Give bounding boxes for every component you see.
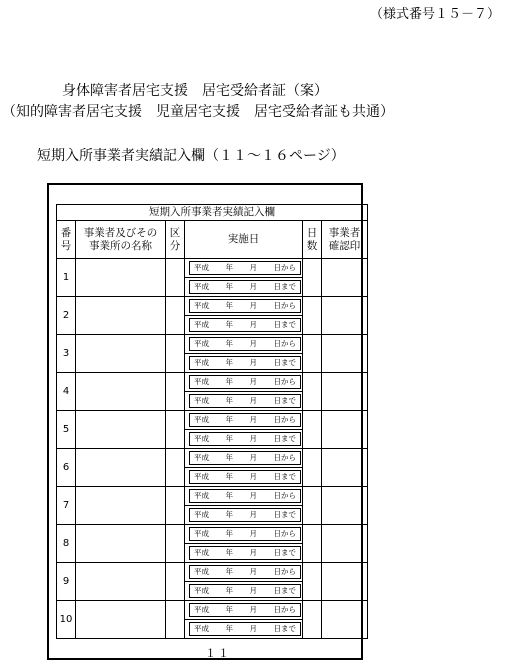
category-field[interactable]: [166, 525, 185, 563]
row-number: 4: [57, 373, 76, 411]
end-date-cell: [185, 316, 303, 335]
start-date-cell: [185, 373, 303, 392]
date-from-box[interactable]: 平成 年 月 日から: [189, 603, 301, 617]
provider-seal-field[interactable]: [322, 487, 368, 525]
date-from-box[interactable]: 平成 年 月 日から: [189, 261, 301, 275]
header-number: 番 号: [57, 221, 76, 259]
row-number: 2: [57, 297, 76, 335]
end-date-cell: [185, 506, 303, 525]
start-date-cell: [185, 563, 303, 582]
table-row: [57, 601, 368, 620]
page-number: １１: [205, 647, 231, 660]
document-subtitle: （知的障害者居宅支援 児童居宅支援 居宅受給者証も共通）: [2, 104, 394, 120]
section-heading: 短期入所事業者実績記入欄（１１～１６ページ）: [37, 148, 345, 164]
date-to-box[interactable]: 平成 年 月 日まで: [189, 546, 301, 560]
provider-name-field[interactable]: [76, 487, 166, 525]
days-field[interactable]: [303, 487, 322, 525]
days-field[interactable]: [303, 563, 322, 601]
date-to-box[interactable]: 平成 年 月 日まで: [189, 356, 301, 370]
form-number: （様式番号１５－７）: [369, 7, 500, 22]
header-provider: 事業者及びその 事業所の名称: [76, 221, 166, 259]
provider-name-field[interactable]: [76, 373, 166, 411]
table-row: [57, 449, 368, 468]
start-date-cell: [185, 601, 303, 620]
start-date-cell: [185, 411, 303, 430]
category-field[interactable]: [166, 259, 185, 297]
end-date-cell: [185, 582, 303, 601]
provider-seal-field[interactable]: [322, 563, 368, 601]
provider-name-field[interactable]: [76, 601, 166, 639]
document-title: 身体障害者居宅支援 居宅受給者証（案）: [62, 83, 328, 99]
provider-name-field[interactable]: [76, 563, 166, 601]
category-field[interactable]: [166, 563, 185, 601]
category-field[interactable]: [166, 373, 185, 411]
provider-name-field[interactable]: [76, 449, 166, 487]
table-row: [57, 525, 368, 544]
end-date-cell: [185, 278, 303, 297]
row-number: 1: [57, 259, 76, 297]
start-date-cell: [185, 297, 303, 316]
provider-seal-field[interactable]: [322, 259, 368, 297]
header-category: 区 分: [166, 221, 185, 259]
provider-seal-field[interactable]: [322, 335, 368, 373]
start-date-cell: [185, 525, 303, 544]
table-row: [57, 335, 368, 354]
days-field[interactable]: [303, 449, 322, 487]
date-from-box[interactable]: 平成 年 月 日から: [189, 337, 301, 351]
table-caption: 短期入所事業者実績記入欄: [57, 205, 368, 221]
row-number: 9: [57, 563, 76, 601]
header-days: 日 数: [303, 221, 322, 259]
date-from-box[interactable]: 平成 年 月 日から: [189, 299, 301, 313]
category-field[interactable]: [166, 297, 185, 335]
record-table: [56, 204, 368, 639]
start-date-cell: [185, 487, 303, 506]
days-field[interactable]: [303, 373, 322, 411]
days-field[interactable]: [303, 601, 322, 639]
header-dates: 実施日: [185, 221, 303, 259]
date-to-box[interactable]: 平成 年 月 日まで: [189, 470, 301, 484]
table-row: [57, 259, 368, 278]
provider-name-field[interactable]: [76, 525, 166, 563]
end-date-cell: [185, 468, 303, 487]
row-number: 7: [57, 487, 76, 525]
end-date-cell: [185, 354, 303, 373]
provider-seal-field[interactable]: [322, 411, 368, 449]
provider-seal-field[interactable]: [322, 449, 368, 487]
header-confirm: 事業者 確認印: [322, 221, 368, 259]
days-field[interactable]: [303, 259, 322, 297]
date-to-box[interactable]: 平成 年 月 日まで: [189, 318, 301, 332]
date-to-box[interactable]: 平成 年 月 日まで: [189, 432, 301, 446]
table-row: [57, 373, 368, 392]
provider-name-field[interactable]: [76, 411, 166, 449]
category-field[interactable]: [166, 411, 185, 449]
days-field[interactable]: [303, 525, 322, 563]
category-field[interactable]: [166, 335, 185, 373]
provider-name-field[interactable]: [76, 259, 166, 297]
table-row: [57, 563, 368, 582]
table-row: [57, 297, 368, 316]
date-to-box[interactable]: 平成 年 月 日まで: [189, 508, 301, 522]
end-date-cell: [185, 544, 303, 563]
category-field[interactable]: [166, 601, 185, 639]
days-field[interactable]: [303, 335, 322, 373]
provider-seal-field[interactable]: [322, 525, 368, 563]
date-to-box[interactable]: 平成 年 月 日まで: [189, 584, 301, 598]
date-from-box[interactable]: 平成 年 月 日から: [189, 489, 301, 503]
table-row: [57, 487, 368, 506]
date-to-box[interactable]: 平成 年 月 日まで: [189, 280, 301, 294]
row-number: 10: [57, 601, 76, 639]
category-field[interactable]: [166, 449, 185, 487]
end-date-cell: [185, 620, 303, 639]
row-number: 3: [57, 335, 76, 373]
provider-name-field[interactable]: [76, 297, 166, 335]
date-to-box[interactable]: 平成 年 月 日まで: [189, 394, 301, 408]
start-date-cell: [185, 259, 303, 278]
provider-seal-field[interactable]: [322, 601, 368, 639]
category-field[interactable]: [166, 487, 185, 525]
date-from-box[interactable]: 平成 年 月 日から: [189, 565, 301, 579]
start-date-cell: [185, 335, 303, 354]
provider-seal-field[interactable]: [322, 297, 368, 335]
date-from-box[interactable]: 平成 年 月 日から: [189, 413, 301, 427]
row-number: 5: [57, 411, 76, 449]
date-from-box[interactable]: 平成 年 月 日から: [189, 527, 301, 541]
row-number: 8: [57, 525, 76, 563]
date-from-box[interactable]: 平成 年 月 日から: [189, 451, 301, 465]
days-field[interactable]: [303, 411, 322, 449]
row-number: 6: [57, 449, 76, 487]
provider-name-field[interactable]: [76, 335, 166, 373]
days-field[interactable]: [303, 297, 322, 335]
end-date-cell: [185, 430, 303, 449]
provider-seal-field[interactable]: [322, 373, 368, 411]
date-to-box[interactable]: 平成 年 月 日まで: [189, 622, 301, 636]
end-date-cell: [185, 392, 303, 411]
date-from-box[interactable]: 平成 年 月 日から: [189, 375, 301, 389]
start-date-cell: [185, 449, 303, 468]
table-row: [57, 411, 368, 430]
form-frame: [47, 183, 363, 660]
